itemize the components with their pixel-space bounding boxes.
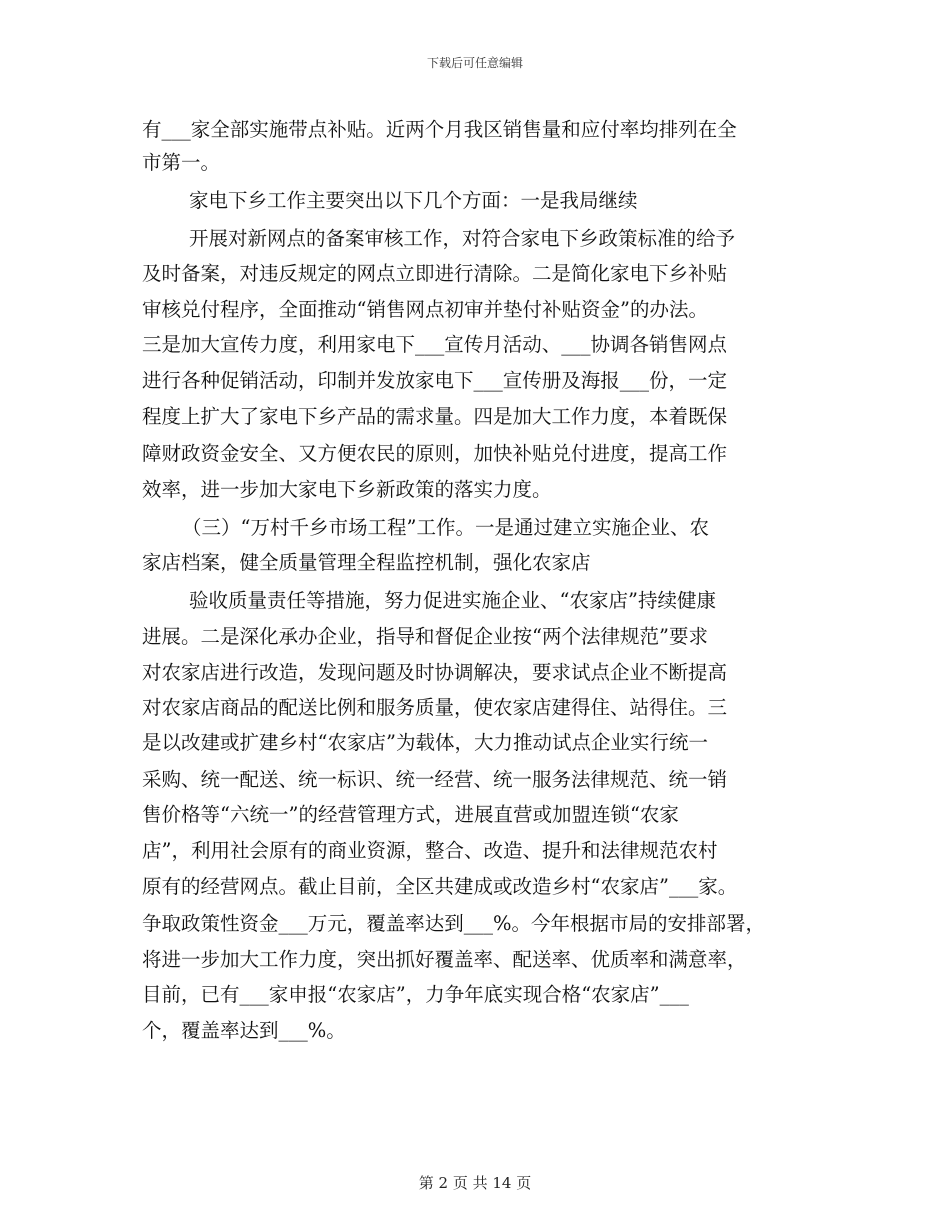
text-line: （三）“万村千乡市场工程”工作。一是通过建立实施企业、农 <box>182 516 709 539</box>
document-body <box>0 104 950 1164</box>
text-line: 程度上扩大了家电下乡产品的需求量。四是加大工作力度，本着既保 <box>142 405 728 428</box>
text-line: 原有的经营网点。截止目前，全区共建成或改造乡村“农家店”___家。 <box>142 875 738 898</box>
page-header: 下载后可任意编辑 <box>426 56 523 70</box>
text-line: 效率，进一步加大家电下乡新政策的落实力度。 <box>142 478 552 501</box>
text-line: 争取政策性资金___万元，覆盖率达到___%。今年根据市局的安排部署， <box>142 912 766 935</box>
text-line: 进行各种促销活动，印制并发放家电下___宣传册及海报___份，一定 <box>142 369 728 392</box>
text-line: 对农家店进行改造，发现问题及时协调解决，要求试点企业不断提高 <box>142 661 728 684</box>
text-line: 开展对新网点的备案审核工作，对符合家电下乡政策标准的给予 <box>189 227 736 250</box>
text-line: 采购、统一配送、统一标识、统一经营、统一服务法律规范、统一销 <box>142 768 728 791</box>
text-line: 售价格等“六统一”的经营管理方式，进展直营或加盟连锁“农家 <box>142 803 679 826</box>
text-line: 是以改建或扩建乡村“农家店”为载体，大力推动试点企业实行统一 <box>142 731 708 754</box>
text-line: 市第一。 <box>142 151 221 174</box>
text-line: 家电下乡工作主要突出以下几个方面：一是我局继续 <box>189 189 638 212</box>
text-line: 三是加大宣传力度，利用家电下___宣传月活动、___协调各销售网点 <box>142 333 728 356</box>
text-line: 个，覆盖率达到___%。 <box>142 1019 346 1042</box>
page-footer: 第 2 页 共 14 页 <box>418 1174 532 1192</box>
text-line: 店”，利用社会原有的商业资源，整合、改造、提升和法律规范农村 <box>142 839 718 862</box>
text-line: 家店档案，健全质量管理全程监控机制，强化农家店 <box>142 551 591 574</box>
text-line: 障财政资金安全、又方便农民的原则，加快补贴兑付进度，提高工作 <box>142 442 728 465</box>
text-line: 目前，已有___家申报“农家店”，力争年底实现合格“农家店”___ <box>142 983 689 1006</box>
text-line: 将进一步加大工作力度，突出抓好覆盖率、配送率、优质率和满意率， <box>142 948 747 971</box>
text-line: 进展。二是深化承办企业，指导和督促企业按“两个法律规范”要求 <box>142 625 708 648</box>
text-line: 验收质量责任等措施，努力促进实施企业、“农家店”持续健康 <box>189 589 716 612</box>
text-line: 对农家店商品的配送比例和服务质量，使农家店建得住、站得住。三 <box>142 696 728 719</box>
text-line: 及时备案，对违反规定的网点立即进行清除。二是简化家电下乡补贴 <box>142 262 728 285</box>
text-line: 审核兑付程序，全面推动“销售网点初审并垫付补贴资金”的办法。 <box>142 298 708 321</box>
text-line: 有___家全部实施带点补贴。近两个月我区销售量和应付率均排列在全 <box>142 118 737 141</box>
